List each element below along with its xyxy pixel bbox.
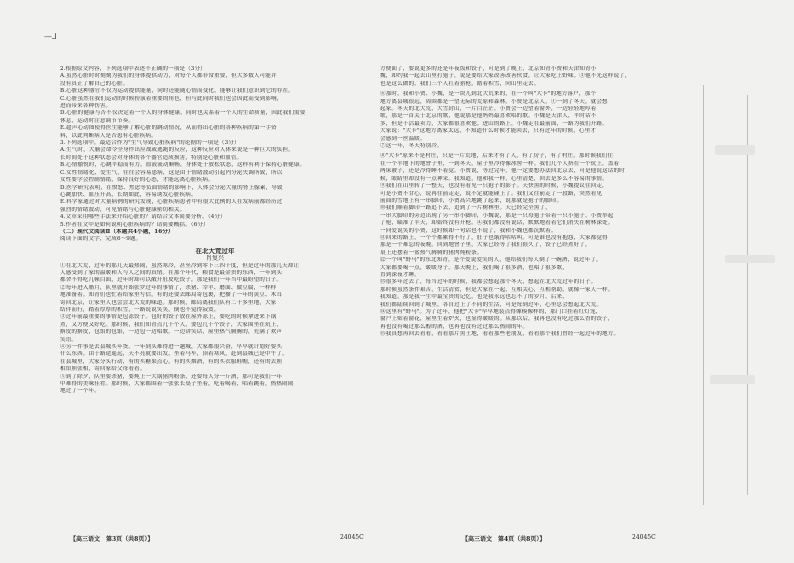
article-line: 在一个半地下的地窨子里，一到冬天，屋子里冷得像冰窖一样。我们几个人挤在一个炕上，盖着 — [380, 160, 620, 167]
question-line: 强烈的情绪波动，可见情绪与心脏健康密切相关。 — [60, 206, 186, 213]
article-line: ⑫一个叫"野马"的东北知青，是个爱说爱笑的人，他给我们每人倒了一碗酒，说过年了， — [380, 257, 602, 264]
bleed-line — [747, 95, 748, 495]
question-line: 料，以此判断病人是否患有心脏疾病。 — [60, 132, 157, 139]
article-line: 桌上还摆着一盆热气腾腾的猪肉炖粉条。 — [380, 249, 483, 256]
article-line: 煮，又方便又好吃。那时候，我们知青点几十个人，要包几千个饺子，大家围坐在炕上， — [60, 321, 283, 328]
article-line: ⑮我真想再回去看看，看看那片黑土地，看看那些老朋友，看看那个我们曾经一起过年的地方。 — [380, 331, 620, 338]
article-line: 大家都要喝一点，暖暖身子。那天晚上，我们喝了很多酒，也唱了很多歌， — [380, 264, 568, 271]
right-page — [380, 66, 695, 526]
article-line: 两床被子，还是冷得睡不着觉。小贾说，等过完年，他一定要想办法回北京去，可是他说这话的时 — [380, 168, 625, 175]
right-article-body — [380, 66, 695, 339]
article-line: 可是小贾不甘心，说再往前走走，说不定就能碰上了。我们又往前走了一段路，突然看见 — [380, 190, 603, 197]
article-line: ⑬很多年过去了，每当过年的时候，我都会想起那个冬天，想起在北大荒过年的日子。 — [380, 279, 597, 286]
bleed-line — [703, 85, 704, 505]
bleed-smudge — [725, 255, 775, 263]
question-line: 3.下列选项中，最适合作为"生气导致心脏疾病"的论据的一项是（3分） — [60, 140, 240, 147]
question-line: 女性要学会控制情绪，保持良好的心态，才能远离心脏疾病。 — [60, 177, 214, 184]
question-line: 没有真正了解自己的心脏。 — [60, 80, 129, 87]
article-line: ③过年前最重要的事情是包冻饺子。包好的饺子放在屋外冻上，要吃的时候拿进来下锅 — [60, 314, 277, 321]
left-questions — [60, 66, 370, 229]
question-line: E.科学家通过对大量病例的研究发现，心脏疾病患者中有很大比例的人在发病前都经历过 — [60, 199, 283, 206]
article-line: 方便面了，要说更多的还是年夜饭和饺子，可是到了晚上，北京知青小贾和天津知青小 — [380, 66, 597, 72]
article-line: 擀皮的擀皮，包馅的包馅，一边包一边唱歌，一边讲笑话，屋里热气腾腾的，充满了欢声 — [60, 329, 283, 336]
article-line: 一串大脚印的旁边出现了另一串小脚印，小魏说，那是一只母狍子带着一只小狍子。小贾举起 — [380, 212, 614, 219]
corner-mark: —⅃ — [44, 32, 57, 41]
right-footer — [462, 534, 702, 546]
article-line: ⑤到了除夕，队里要杀猪，要炖上一大锅猪肉粉条，还要每人分一斤酒，那可是我们一年 — [60, 373, 283, 380]
question-line: 进而带来各种伤害。 — [60, 103, 112, 110]
article-line: 窗户上贴着窗花，屋里生着炉火，也显得暖暖的。从那以后，我再也没有吃过那么香的饺子， — [380, 316, 614, 323]
article-line: 歌，那是一首关于北京的歌，他说那是他妈妈最喜欢唱的歌。小魏是天津人，平时话不 — [380, 113, 597, 120]
article-line: ④另一件事是去县城买年货。一年到头难得进一趟城，大家都很兴奋，早早就计划好要买 — [60, 344, 283, 351]
question-line: 2.根据原文内容，下列选项中表述不正确的一项是（3分） — [60, 66, 206, 72]
article-line: 地过了一个年。 — [60, 388, 100, 395]
question-line: 5.作者在文中是如何说明心脏疾病的？请简要概括。（6分） — [60, 221, 209, 228]
bleed-smudge — [710, 375, 755, 384]
bleed-through-area — [695, 85, 790, 525]
article-line: ⑦这一年，冬天特别冷。 — [380, 143, 443, 150]
bleed-smudge — [715, 145, 755, 155]
article-line: ⑪回来的路上，一个个都累得不行了，肚子也饿得咕咕叫。可是谁也没有抱怨，大家都觉得 — [380, 234, 608, 241]
article-line: 中难得的美味佳肴。那时候，大家都围着一张张长桌子坐着，吃着喝着，唱着跳着，热热闹闹 — [60, 381, 294, 388]
left-footer-label: 【高三语文 第3页（共8页）】 — [70, 536, 154, 543]
right-footer-code: 24045C — [632, 534, 656, 541]
article-line: 都舍不得吃几顿白面，过年时却可以敞开肚皮吃饺子，那是我们一年当中最盼望的日子。 — [60, 277, 283, 284]
left-page — [60, 66, 370, 526]
article-line: 在县城里，大家分头行动，有的买糖果点心，有的买烟酒，有的买衣服鞋帽，还有的去照 — [60, 358, 283, 365]
article-author: 肖复兴 — [205, 255, 225, 263]
article-line: 那是一个难忘的夜晚。回到地窨子里，大家已经等了我们很久了，饺子已经煮好了， — [380, 242, 591, 249]
article-line: ⑭这里有"野马"。为了过年，他把"大卡"早早地装点得像模像样的，那门口挂着红灯笼， — [380, 309, 602, 315]
article-line: 寄回北京，让家里人也尝尝北大荒的味道。那时候，邮局离我们队有二十多里地，大家 — [60, 299, 277, 306]
question-line: A.生气时，大脑会命令全身作出应战或逃跑的反应，这种反应对人体来说是一种巨大的负担， — [60, 147, 294, 154]
question-line: 心跳加快、血压升高，长期如此，容易诱发心脏疾病。 — [60, 191, 197, 198]
article-line: 什么东西。由于路途遥远，天不亮就要出发，坐着马车，顶着寒风，赶到县城已是中午了。 — [60, 351, 288, 358]
article-line: 大家说："大卡"这地方离家太远，不知道什么时候才能回去，只有过年的时候，心里才 — [380, 128, 597, 135]
article-line: 人感受到了家的温暖和人与人之间的真情。在那个年代，粮食是最金贵的东西，一年到头 — [60, 269, 283, 276]
article-line: ⑨我们在山里转了一整天，也没有看见一只狍子的影子。天快黑的时候，小魏提议往回走， — [380, 183, 608, 190]
article-line: ⑩我们顺着脚印一路追下去，追到了一片树林里。天已经完全黑了， — [380, 205, 551, 212]
question-line: 休息，运动时注意调节节奏。 — [60, 117, 135, 124]
article-line: 我们都陆续回到了城里，各自过上了不同的生活，可是每到过年，心里总会想起北大荒。 — [380, 301, 603, 308]
article-line: ①在北大荒，过年的那几天最热闹，虽然寒冷，甚至冷到零下三四十度，但是过年的那几天却让 — [60, 262, 300, 269]
article-title: 在北大荒过年 — [195, 247, 235, 255]
article-line: 地准备着。知青们也忙着给家里写信，有的还要去邮局寄包裹，把攒了一年的黄豆、木耳 — [60, 292, 283, 299]
article-line: 也是这么做的。我们三个人扛着猎枪，踏着积雪，向山里走去。 — [380, 80, 540, 87]
right-footer-label: 【高三语文 第4页（共8页）】 — [462, 536, 546, 543]
question-line: 长时间处于这种状态会对身体的各个器官造成损害，特别是心脏和血管。 — [60, 154, 243, 161]
question-line: B.心脏这种器官不仅为运动提供能量，同时还能随心情而变化，能够让我们意识到它的存在。 — [60, 88, 294, 95]
article-line: 结伴而行，踏着厚厚的积雪，一路说说笑笑，倒也不觉得寂寞。 — [60, 307, 220, 313]
article-line: 再也没有喝过那么醇的酒，也再也没有过过那么热闹的年。 — [380, 323, 529, 330]
article-line: 起家。冬天的北大荒，大雪封山，一片白茫茫。小贾会一边望着窗外，一边轻轻地哼着 — [380, 106, 597, 113]
question-line: D.心脏的健康与否不仅决定着一个人的身体健康，同时也关系着一个人的生命质量，因此我们需要 — [60, 110, 306, 117]
question-line: E.超声心动图使得医生能够了解心脏的跳动情况，从而得出心脏的各种疾病的第一手资 — [60, 125, 277, 132]
question-line: C.女性情绪化、爱生气，往往会容易患病，这是由于情绪波动引起内分泌失调所致，所以 — [60, 169, 283, 176]
left-footer — [70, 534, 370, 546]
article-line: 相馆照张相，寄回家给父母看看。 — [60, 366, 146, 373]
article-line: 前面的雪地上有一串脚印，小贾高兴地跳了起来，说那就是狍子的脚印。 — [380, 197, 563, 204]
article-line: 直到深夜才睡。 — [380, 271, 420, 278]
question-line: B.心情愉悦时，心跳平稳而有力，血液流动顺畅，身体处于放松状态，这样有利于保持心脏健康。 — [60, 162, 306, 169]
article-line: 候，眼睛里却没有一点神采。我知道，他和我一样，心里清楚，回去是多么不容易的事情。 — [380, 175, 608, 182]
article-line: 我知道，那是我一生中最宝贵的记忆，也是我永远也忘不了的岁月。后来， — [380, 294, 568, 301]
question-line: D.医学研究表明，在愤怒、焦虑等负面情绪的影响下，人体会分泌大量的肾上腺素，导致 — [60, 184, 283, 191]
section-title: （二）现代文阅读Ⅱ（本题共4小题，16分） — [60, 228, 174, 235]
article-line: 多，但是干活最卖力，大家都很喜欢他。进山的路上，小魏走在最前面，一路为我们开路。 — [380, 120, 608, 127]
article-line: 会感到一丝温暖。 — [380, 135, 426, 142]
article-line: 魏，却约我一起去山里打狍子，说是要给大家改善改善伙食，让大家吃上野味。③他不光这样说了， — [380, 73, 631, 80]
article-line: 一向爱说笑的小贾，这时候却一句话也不说了，我和小魏也都沉默着。 — [380, 227, 557, 234]
question-line: 4.文章采用哪些手法来介绍心脏的？请结合文本简要分析。（4分） — [60, 214, 226, 221]
article-line: ⑥那时，我和小贾、小魏，是一块儿到北大荒来的，在一个叫"大卡"的地方落户，那个 — [380, 91, 597, 98]
article-line: ⑧"大卡"原来不是村庄，只是一片荒地，后来才有了人，有了房子，有了村庄。那时候我们住 — [380, 153, 614, 160]
article-line: ②每年进入腊月，队里就开始张罗过年的事情了，杀猪、宰羊、磨面、做豆腐，一样样 — [60, 284, 277, 291]
article-line: 地方离县城很远，周围都是一望无际的荒原和森林。小贾是北京人，①一到了冬天，就会想 — [380, 98, 608, 105]
left-footer-code: 24045C — [340, 534, 364, 541]
article-line: 了枪，瞄准了半天，却始终没有开枪。④我们都没有说话，默默地看着它们消失在树林深处。 — [380, 220, 614, 227]
article-line: 笑语。 — [60, 336, 78, 343]
question-line: C.心脏虽然在我们运动的时候扮演着重要的角色，但与此同时我们也会因此而受到影响， — [60, 95, 283, 102]
article-body — [60, 263, 370, 396]
question-line: A.虽然心脏时时刻刻为我们的身体提供动力，对每个人都非常重要，但大多数人可能并 — [60, 73, 277, 80]
article-line: 那时候虽然条件艰苦，生活清贫，但是大家在一起，互相关心，互相帮助，就像一家人一样。 — [380, 286, 614, 293]
section-instruction: 阅读下面的文字，完成6～9题。 — [60, 236, 142, 243]
